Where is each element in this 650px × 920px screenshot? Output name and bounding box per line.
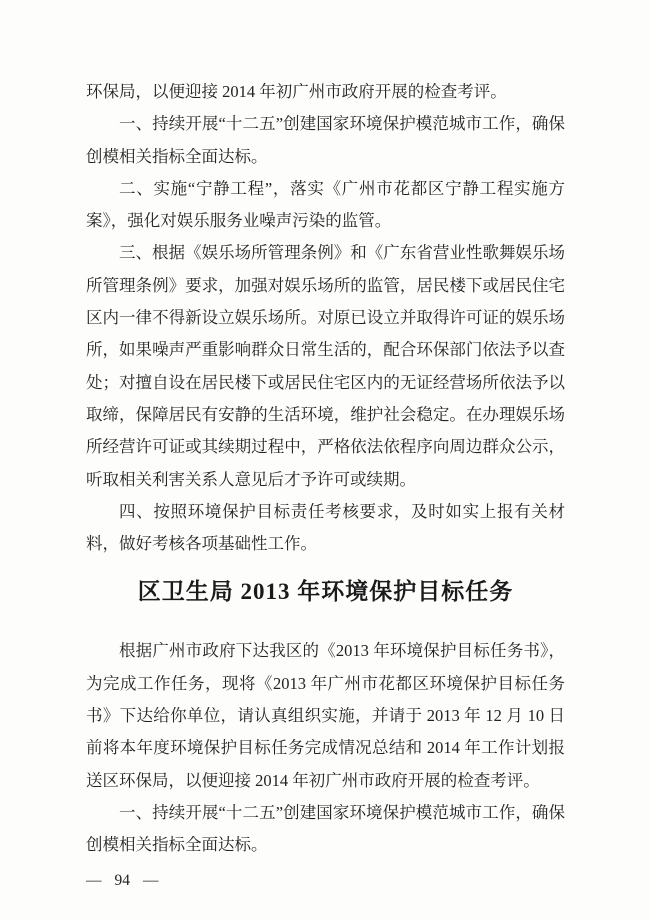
- paragraph-sec2-item-1: 一、持续开展“十二五”创建国家环境保护模范城市工作，确保创模相关指标全面达标。: [86, 802, 565, 855]
- page-number: [86, 872, 159, 890]
- paragraph-sec1-item-4: 四、按照环境保护目标责任考核要求，及时如实上报有关材料，做好考核各项基础性工作。: [86, 501, 565, 554]
- paragraph-sec1-item-2: 二、实施“宁静工程”，落实《广州市花都区宁静工程实施方案》，强化对娱乐服务业噪声污染的监管。: [86, 178, 565, 231]
- paragraph-continuation: 环保局，以便迎接 2014 年初广州市政府开展的检查考评。: [86, 82, 507, 101]
- paragraph-sec1-item-1: 一、持续开展“十二五”创建国家环境保护模范城市工作，确保创模相关指标全面达标。: [86, 114, 565, 166]
- page-number-dash-right: —: [143, 872, 159, 889]
- paragraph-sec2-intro: 根据广州市政府下达我区的《2013 年环境保护目标任务书》，为完成工作任务，现将《2013 年广州市花都区环境保护目标任务书》下达给你单位，请认真组织实施，并请于 2013 年 12 月 10 日前将本年度环境保护目标任务完成情况总结和 2014 年工作计划报送区环保局，以便迎接 2014 年初广州市政府开展的检查考评。: [86, 641, 565, 790]
- paragraph-sec1-item-3: 三、根据《娱乐场所管理条例》和《广东省营业性歌舞娱乐场所管理条例》要求，加强对娱乐场所的监管，居民楼下或居民住宅区内一律不得新设立娱乐场所。对原已设立并取得许可证的娱乐场所，如果噪声严重影响群众日常生活的，配合环保部门依法予以查处；对擅自设在居民楼下或居民住宅区内的无证经营场所依法予以取缔，保障居民有安静的生活环境，维护社会稳定。在办理娱乐场所经营许可证或其续期过程中，严格依法依程序向周边群众公示，听取相关利害关系人意见后才予许可或续期。: [86, 243, 565, 489]
- document-body: [86, 76, 565, 862]
- section-heading: 区卫生局 2013 年环境保护目标任务: [137, 579, 514, 605]
- page-number-dash-left: —: [86, 872, 102, 889]
- page-number-value: 94: [114, 872, 130, 889]
